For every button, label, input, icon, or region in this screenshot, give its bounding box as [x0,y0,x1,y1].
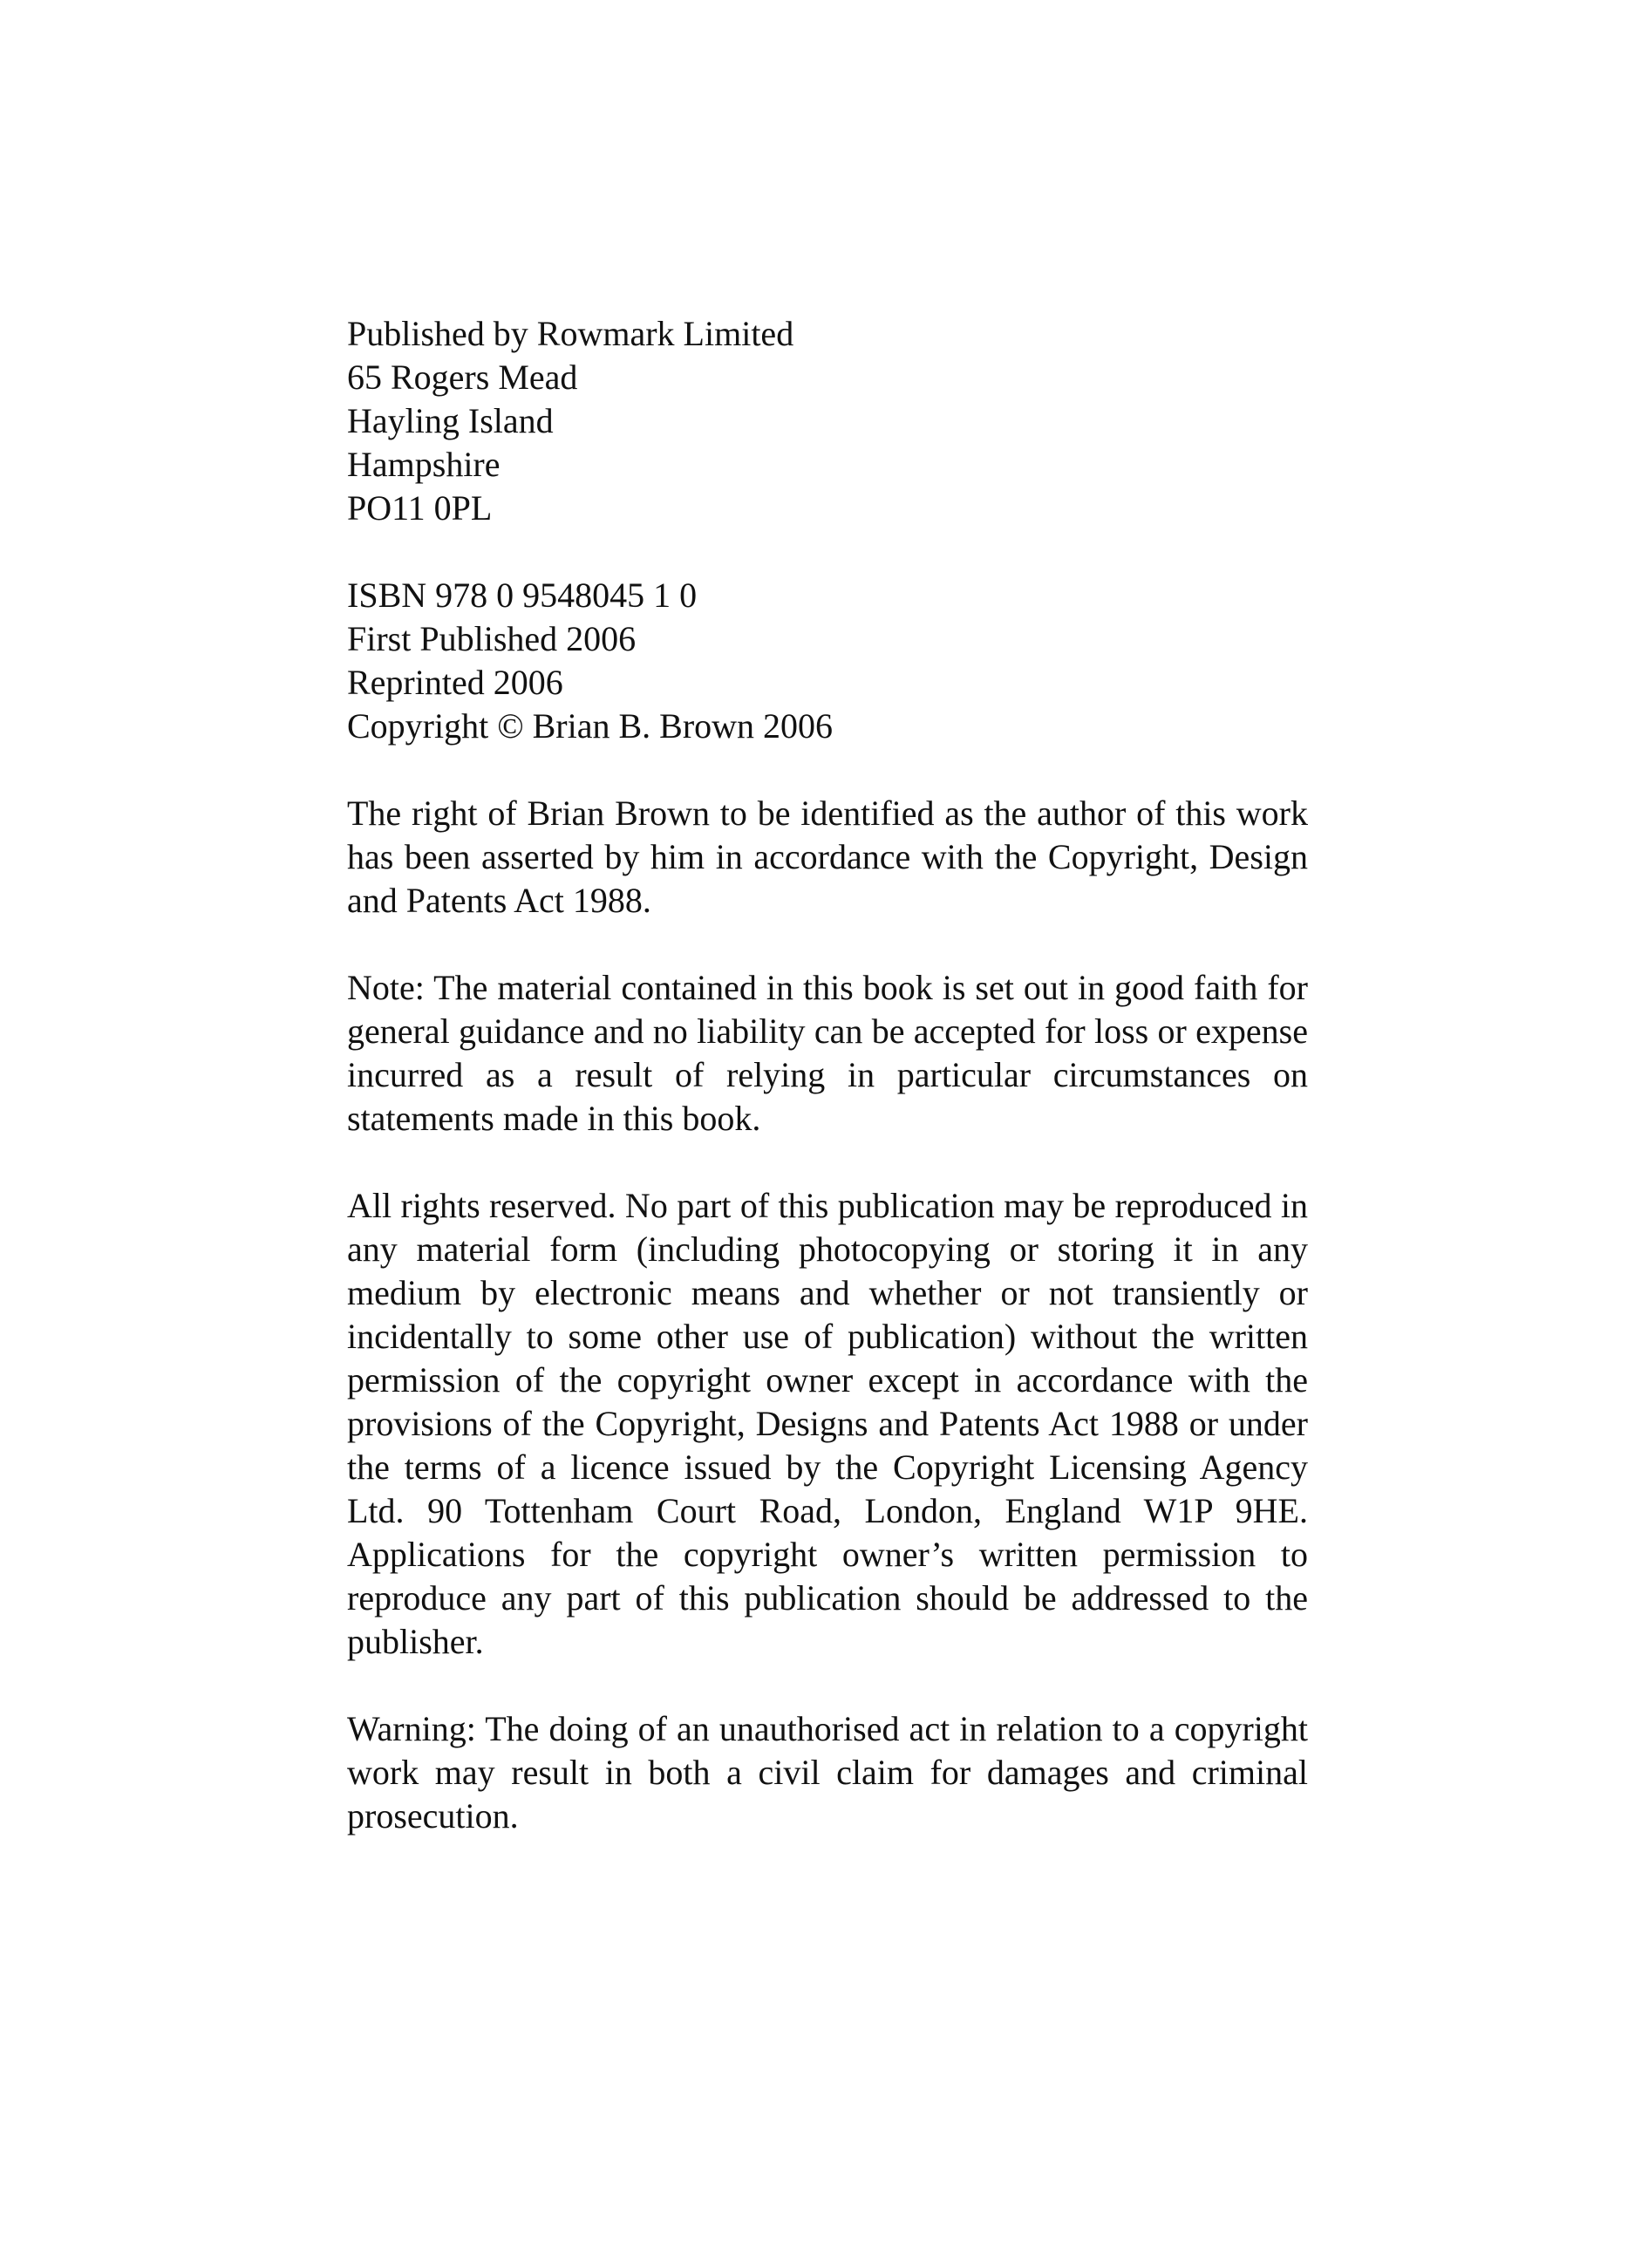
first-published: First Published 2006 [347,619,637,658]
imprint-content [347,312,1308,1882]
publisher-name: Published by Rowmark Limited [347,314,794,353]
copyright-notice: Copyright © Brian B. Brown 2006 [347,706,834,746]
address-town: Hayling Island [347,401,554,440]
reprinted: Reprinted 2006 [347,663,563,702]
isbn: ISBN 978 0 9548045 1 0 [347,576,698,615]
note-paragraph: Note: The material contained in this book is set out in good faith for general guidance and no liability can be accepted for loss or expense incurred as a result of relying in particular circumstances on statements made in this book. [347,968,1308,1138]
address-street: 65 Rogers Mead [347,358,578,397]
publisher-address [347,312,1308,530]
address-postcode: PO11 0PL [347,488,493,528]
address-county: Hampshire [347,445,501,484]
rights-reserved-paragraph: All rights reserved. No part of this publication may be reproduced in any material form (including photocopying or storing it in any medium by electronic means and whether or not transiently or incidentally to some other use of publication) without the written permission of the copyright owner except in accordance with the provisions of the Copyright, Designs and Patents Act 1988 or under the terms of a licence issued by the Copyright Licensing Agency Ltd. 90 Tottenham Court Road, London, England W1P 9HE. Applications for the copyright owner’s written permission to reproduce any part of this publication should be addressed to the publisher. [347,1186,1308,1661]
moral-right-paragraph: The right of Brian Brown to be identified as the author of this work has been asserted by him in accordance with the Copyright, Design and Patents Act 1988. [347,793,1308,920]
publication-details [347,574,1308,748]
warning-paragraph: Warning: The doing of an unauthorised act in relation to a copyright work may result in both a civil claim for damages and criminal prosecution. [347,1709,1308,1836]
